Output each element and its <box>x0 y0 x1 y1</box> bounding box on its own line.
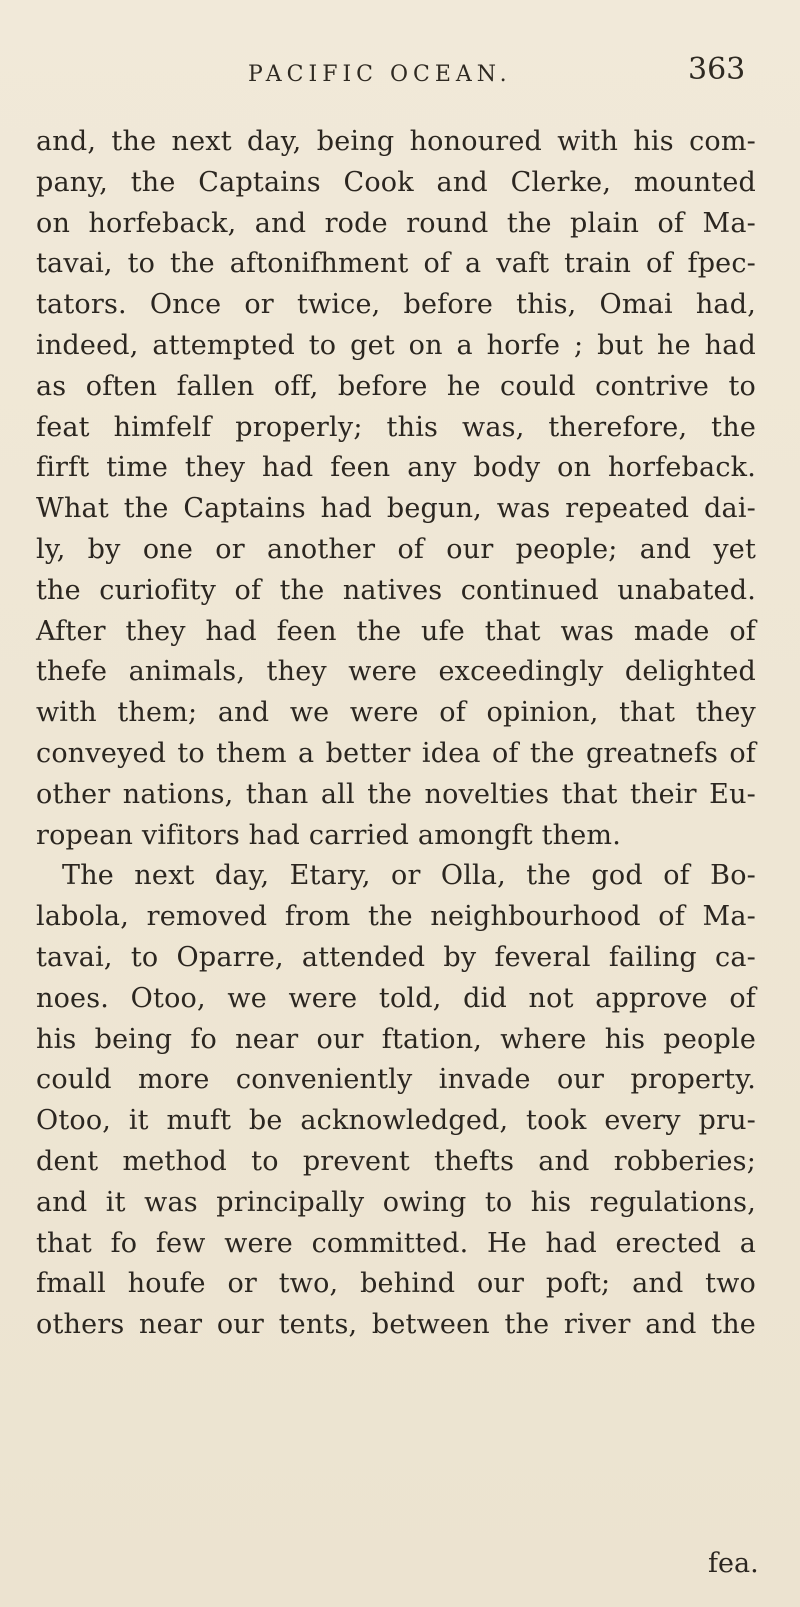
text-line: fmall houfe or two, behind our poft; and two <box>36 1268 756 1300</box>
text-line: other nations, than all the novelties that their Eu- <box>36 778 756 810</box>
text-line: tavai, to Oparre, attended by feveral failing ca- <box>36 941 756 973</box>
text-line: firft time they had feen any body on horfeback. <box>36 452 756 484</box>
text-line: thefe animals, they were exceedingly delighted <box>36 656 756 688</box>
text-line: After they had feen the ufe that was made of <box>36 615 756 647</box>
body-text <box>36 122 756 1346</box>
text-line: What the Captains had begun, was repeated dai- <box>36 493 756 525</box>
catchword: fea. <box>708 1548 759 1579</box>
text-line: tavai, to the aftonifhment of a vaft train of fpec- <box>36 248 756 280</box>
text-line: his being fo near our ftation, where his people <box>36 1023 756 1055</box>
text-line: Otoo, it muft be acknowledged, took every pru- <box>36 1105 756 1137</box>
text-line: ly, by one or another of our people; and yet <box>36 533 756 565</box>
text-line: on horfeback, and rode round the plain of Ma- <box>36 207 756 239</box>
text-line: with them; and we were of opinion, that they <box>36 697 756 729</box>
text-line: labola, removed from the neighbourhood of Ma- <box>36 901 756 933</box>
text-line: others near our tents, between the river and the <box>36 1309 756 1341</box>
running-title: PACIFIC OCEAN. <box>248 62 512 87</box>
text-line: and it was principally owing to his regulations, <box>36 1186 756 1218</box>
text-line: feat himfelf properly; this was, therefore, the <box>36 411 756 443</box>
text-line: as often fallen off, before he could contrive to <box>36 370 756 402</box>
page-number: 363 <box>688 52 746 87</box>
text-line: and, the next day, being honoured with his com- <box>36 126 756 157</box>
text-line: dent method to prevent thefts and robberies; <box>36 1145 756 1177</box>
text-line: The next day, Etary, or Olla, the god of Bo- <box>62 860 756 892</box>
text-line: noes. Otoo, we were told, did not approve of <box>36 982 756 1014</box>
text-line: could more conveniently invade our property. <box>36 1064 756 1096</box>
text-line: the curiofity of the natives continued unabated. <box>36 574 756 606</box>
text-line: pany, the Captains Cook and Clerke, mounted <box>36 166 756 198</box>
text-line: tators. Once or twice, before this, Omai had, <box>36 289 756 321</box>
text-line: conveyed to them a better idea of the greatnefs of <box>36 737 756 769</box>
text-line: indeed, attempted to get on a horfe ; but he had <box>36 329 756 361</box>
text-line: that fo few were committed. He had erected a <box>36 1227 756 1259</box>
text-line: ropean vifitors had carried amongft them. <box>36 819 621 851</box>
